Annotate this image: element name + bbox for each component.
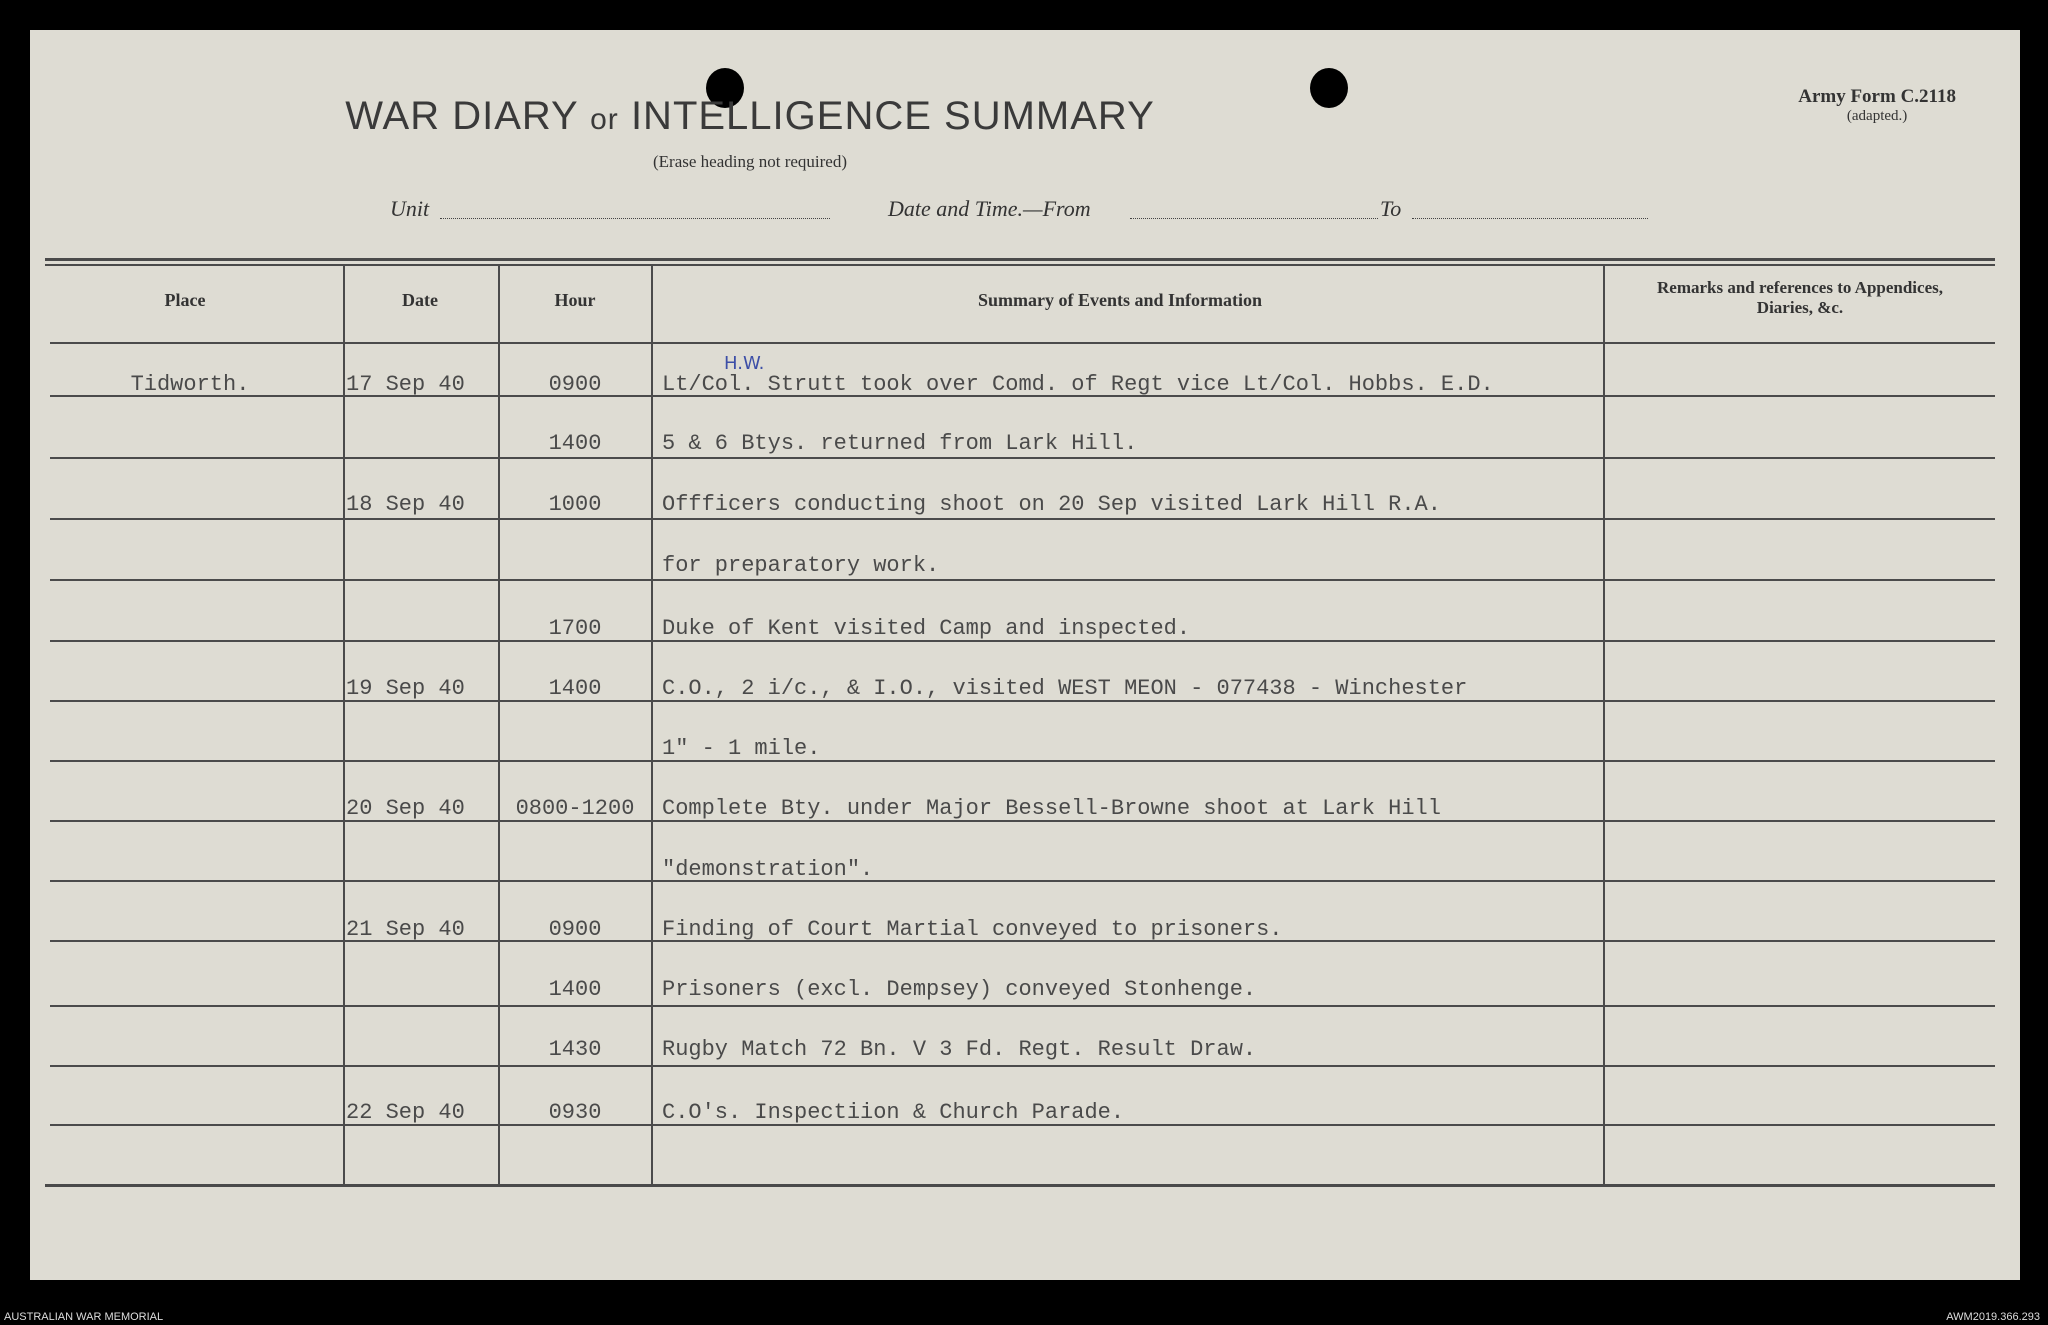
row-date: 19 Sep 40	[346, 676, 465, 701]
row-rule	[50, 880, 1995, 882]
header-date: Date	[402, 290, 438, 310]
row-hour: 0930	[548, 1100, 602, 1125]
to-label: To	[1380, 196, 1402, 221]
row-summary: Lt/Col. Strutt took over Comd. of Regt vice Lt/Col. Hobbs. E.D.	[662, 372, 1494, 397]
army-form-label	[1798, 86, 1956, 125]
header-fields	[360, 196, 1660, 230]
row-date: 17 Sep 40	[346, 372, 465, 397]
row-date: 21 Sep 40	[346, 917, 465, 942]
row-rule	[50, 518, 1995, 520]
row-rule	[50, 1005, 1995, 1007]
to-blank	[1412, 196, 1648, 219]
row-hour: 0800-1200	[515, 796, 635, 821]
army-form-number: Army Form C.2118	[1798, 86, 1956, 107]
row-date: 20 Sep 40	[346, 796, 465, 821]
row-summary: Rugby Match 72 Bn. V 3 Fd. Regt. Result Draw.	[662, 1037, 1257, 1062]
date-time-from-label: Date and Time.—From	[888, 196, 1091, 221]
page-title	[300, 94, 1200, 139]
row-summary: Finding of Court Martial conveyed to prisoners.	[662, 917, 1283, 942]
page-subtitle: (Erase heading not required)	[653, 152, 847, 171]
row-rule	[50, 457, 1995, 459]
column-divider	[343, 265, 345, 1185]
row-summary: 5 & 6 Btys. returned from Lark Hill.	[662, 431, 1138, 456]
row-place: Tidworth.	[130, 372, 250, 397]
table-bottom-rule	[45, 1184, 1995, 1187]
row-summary: C.O's. Inspectiion & Church Parade.	[662, 1100, 1125, 1125]
row-hour: 1400	[548, 977, 602, 1002]
row-summary: Offficers conducting shoot on 20 Sep visited Lark Hill R.A.	[662, 492, 1441, 517]
row-summary: C.O., 2 i/c., & I.O., visited WEST MEON - 077438 - Winchester	[662, 676, 1468, 701]
row-hour: 0900	[548, 917, 602, 942]
row-hour: 1000	[548, 492, 602, 517]
row-summary: Prisoners (excl. Dempsey) conveyed Stonhenge.	[662, 977, 1257, 1002]
header-summary: Summary of Events and Information	[977, 290, 1263, 310]
column-divider	[1603, 265, 1605, 1185]
row-summary: 1" - 1 mile.	[662, 736, 821, 761]
header-remarks: Remarks and references to Appendices, Diaries, &c.	[1657, 278, 1943, 317]
unit-blank	[440, 196, 830, 219]
row-summary: Complete Bty. under Major Bessell-Browne shoot at Lark Hill	[662, 796, 1441, 821]
row-hour: 1700	[548, 616, 602, 641]
row-rule	[50, 579, 1995, 581]
header-separator	[50, 342, 1995, 344]
punch-hole-right	[1310, 68, 1348, 108]
unit-label: Unit	[390, 196, 430, 221]
row-date: 18 Sep 40	[346, 492, 465, 517]
title-part2: INTELLIGENCE SUMMARY	[630, 94, 1155, 138]
footer-left: AUSTRALIAN WAR MEMORIAL	[4, 1311, 164, 1323]
row-hour: 1400	[548, 431, 602, 456]
row-summary: for preparatory work.	[662, 553, 940, 578]
header-hour: Hour	[554, 290, 596, 310]
row-summary: "demonstration".	[662, 857, 874, 882]
handwritten-note: H.W.	[724, 353, 765, 374]
row-hour: 1430	[548, 1037, 602, 1062]
row-rule	[50, 1065, 1995, 1067]
from-blank	[1130, 196, 1378, 219]
row-rule	[50, 760, 1995, 762]
table-top-rule-thin	[45, 264, 1995, 266]
row-date: 22 Sep 40	[346, 1100, 465, 1125]
row-hour: 1400	[548, 676, 602, 701]
row-summary: Duke of Kent visited Camp and inspected.	[662, 616, 1191, 641]
title-or: or	[590, 103, 619, 136]
title-part1: WAR DIARY	[345, 94, 578, 138]
row-hour: 0900	[548, 372, 602, 397]
column-divider	[651, 265, 653, 1185]
header-place: Place	[164, 290, 206, 310]
army-form-adapted: (adapted.)	[1846, 108, 1908, 124]
footer-right: AWM2019.366.293	[1946, 1311, 2040, 1323]
table-top-rule	[45, 258, 1995, 261]
